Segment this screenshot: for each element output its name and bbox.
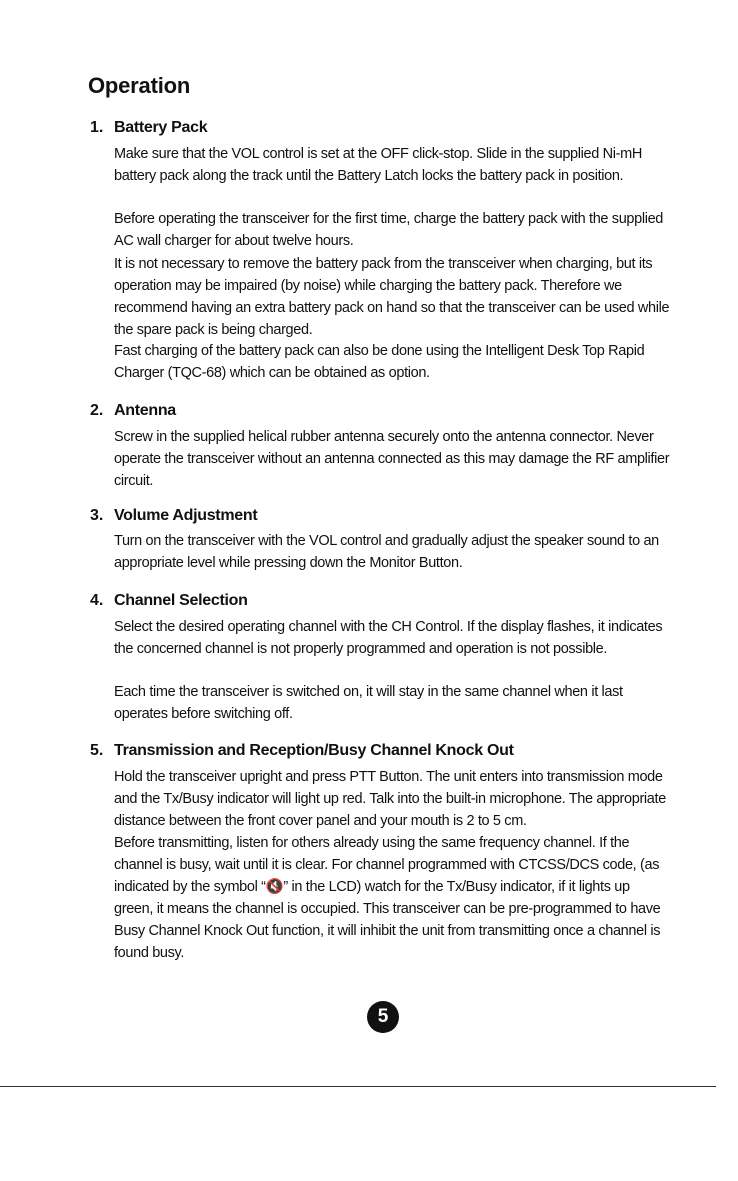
- paragraph: It is not necessary to remove the battery pack from the transceiver when charging, but its operation may be impaired (by noise) while charging the battery pack. Therefore we recommend having an extra battery pack on hand so that the transceiver can be used while the spare pack is being charged.: [114, 256, 670, 338]
- paragraph: Screw in the supplied helical rubber antenna securely onto the antenna connector. Never operate the transceiver without an antenna connected as this may damage the RF amplifier circuit.: [114, 429, 670, 489]
- paragraph-text: in the LCD) watch for the Tx/Busy indicator, if it lights up green, it means the channel is occupied. This transceiver can be pre-programmed to have Busy Channel Knock Out function, it will inhibit the unit from transmitting once a channel is found busy.: [114, 879, 661, 961]
- section-heading: Antenna: [114, 402, 176, 419]
- open-quote: “: [257, 879, 266, 895]
- paragraph: Each time the transceiver is switched on, it will stay in the same channel when it last operates before switching off.: [114, 684, 623, 722]
- close-quote: ”: [283, 879, 288, 895]
- page-title: Operation: [88, 73, 191, 98]
- paragraph: Hold the transceiver upright and press PTT Button. The unit enters into transmission mode and the Tx/Busy indicator will light up red. Talk into the built-in microphone. The appropriate distance between the front cover panel and your mouth is 2 to 5 cm.: [114, 769, 666, 829]
- section-heading: Channel Selection: [114, 592, 248, 609]
- paragraph: [114, 832, 670, 964]
- paragraph: Fast charging of the battery pack can also be done using the Intelligent Desk Top Rapid Charger (TQC-68) which can be obtained as option.: [114, 343, 645, 381]
- section-number: 2.: [90, 402, 104, 419]
- page-number-badge: 5: [367, 1001, 399, 1033]
- section-heading: Transmission and Reception/Busy Channel Knock Out: [114, 742, 514, 759]
- mute-speaker-icon: 🔇: [265, 879, 284, 895]
- paragraph: Before operating the transceiver for the first time, charge the battery pack with the supplied AC wall charger for about twelve hours.: [114, 211, 664, 249]
- paragraph: Make sure that the VOL control is set at the OFF click-stop. Slide in the supplied Ni-mH battery pack along the track until the Battery Latch locks the battery pack in position.: [114, 146, 642, 184]
- paragraph: Select the desired operating channel with the CH Control. If the display flashes, it indicates the concerned channel is not properly programmed and operation is not possible.: [114, 619, 663, 657]
- section-number: 1.: [90, 119, 104, 136]
- paragraph: Turn on the transceiver with the VOL control and gradually adjust the speaker sound to an appropriate level while pressing down the Monitor Button.: [114, 533, 659, 571]
- section-number: 5.: [90, 742, 104, 759]
- section-heading: Battery Pack: [114, 119, 208, 136]
- section-number: 3.: [90, 507, 104, 524]
- footer-divider: [0, 1086, 716, 1087]
- section-number: 4.: [90, 592, 104, 609]
- section-heading: Volume Adjustment: [114, 507, 258, 524]
- paragraph-text: Before transmitting, listen for others already using the same frequency channel. If the channel is busy, wait until it is clear. For channel programmed with CTCSS/DCS code, (as indicated by the symbol: [114, 835, 660, 895]
